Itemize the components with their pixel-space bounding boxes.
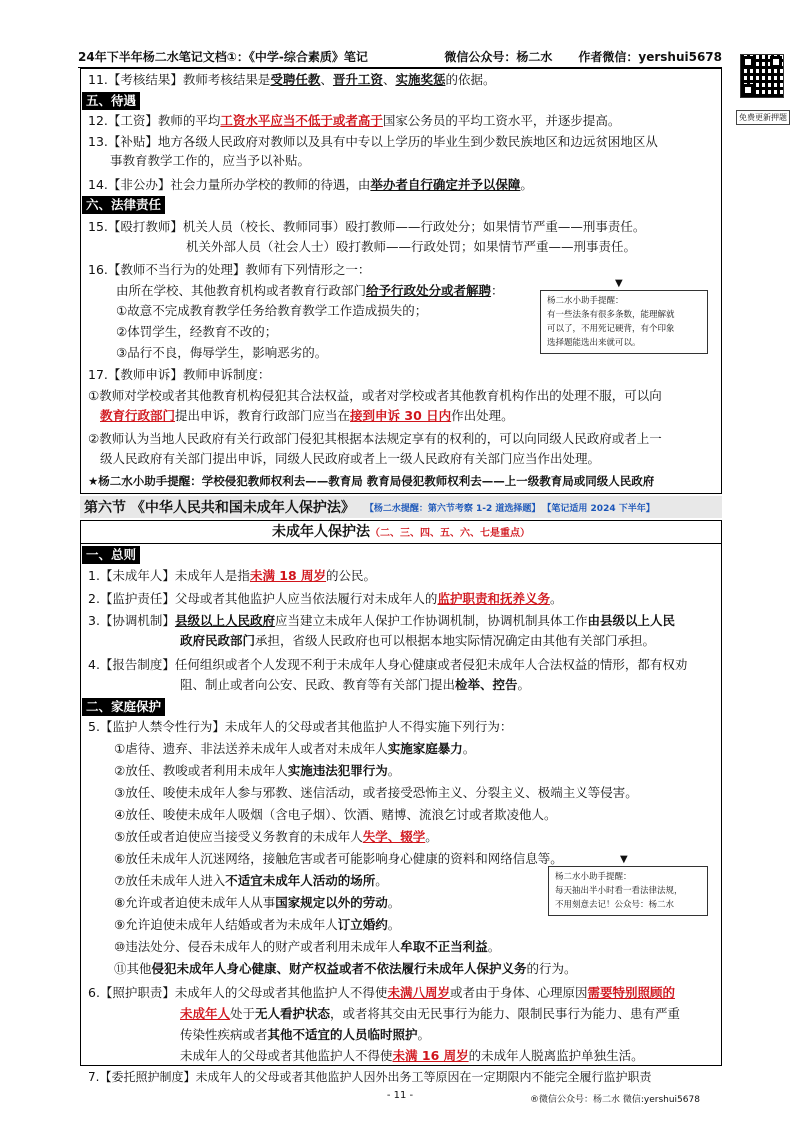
law-item-4: 4.【报告制度】任何组织或者个人发现不利于未成年人身心健康或者侵犯未成年人合法权益的情形，都有权劝 <box>88 657 688 672</box>
law-item-3: 3.【协调机制】县级以上人民政府应当建立未成年人保护工作协调机制，协调机制具体工作由县级以上人民 <box>88 613 675 628</box>
assistant-star-note: ★杨二水小助手提醒：学校侵犯教师权利去——教育局 教育局侵犯教师权利去——上一级教育局或同级人民政府 <box>88 474 655 488</box>
law-item-5-10: ⑩违法处分、侵吞未成年人的财产或者利用未成年人牟取不正当利益。 <box>114 939 501 954</box>
doc-title: 24年下半年杨二水笔记文档①：《中学-综合素质》笔记 <box>78 50 368 64</box>
item-16: 16.【教师不当行为的处理】教师有下列情形之一： <box>88 262 371 277</box>
law-item-6-cont2: 传染性疾病或者其他不适宜的人员临时照护。 <box>180 1027 431 1042</box>
footer-wechat: ®微信公众号：杨二水 微信:yershui5678 <box>530 1095 700 1105</box>
law-item-5-7: ⑦放任未成年人进入不适宜未成年人活动的场所。 <box>114 873 388 888</box>
law-item-5-5: ⑤放任或者迫使应当接受义务教育的未成年人失学、辍学。 <box>114 829 438 844</box>
section-six-tag-applicable: 【笔记适用 2024 下半年】 <box>542 503 655 514</box>
item-17-c: ②教师认为当地人民政府有关行政部门侵犯其根据本法规定享有的权利的，可以向同级人民政府或者上一 <box>88 431 662 446</box>
item-17-b: 教育行政部门提出申诉，教育行政部门应当在接到申诉 30 日内作出处理。 <box>100 408 514 423</box>
section-heading-family-protection: 二、家庭保护 <box>82 698 165 716</box>
item-15-cont: 机关外部人员（社会人士）殴打教师——行政处罚；如果情节严重——刑事责任。 <box>186 239 637 254</box>
law-item-5-1: ①虐待、遗弃、非法送养未成年人或者对未成年人实施家庭暴力。 <box>114 741 476 756</box>
qr-label: 免费更新押题 <box>736 110 790 125</box>
item-11: 11.【考核结果】教师考核结果是受聘任教、晋升工资、实施奖惩的依据。 <box>88 72 496 87</box>
law-item-5-8: ⑧允许或者迫使未成年人从事国家规定以外的劳动。 <box>114 895 401 910</box>
section-six-tag-exam: 【杨二水提醒：第六节考察 1-2 道选择题】 <box>364 503 541 514</box>
law-item-5-4: ④放任、唆使未成年人吸烟（含电子烟）、饮酒、赌博、流浪乞讨或者欺凌他人。 <box>114 807 557 822</box>
section-heading-legal-liability: 六、法律责任 <box>82 196 165 214</box>
law-item-5-11: ⑪其他侵犯未成年人身心健康、财产权益或者不依法履行未成年人保护义务的行为。 <box>114 961 577 976</box>
law-title: 未成年人保护法（二、三、四、五、六、七是重点） <box>80 520 722 544</box>
item-17-d: 级人民政府有关部门提出申诉，同级人民政府或者上一级人民政府有关部门应当作出处理。 <box>100 451 601 466</box>
section-heading-general: 一、总则 <box>82 546 140 564</box>
law-item-5-2: ②放任、教唆或者利用未成年人实施违法犯罪行为。 <box>114 763 401 778</box>
assistant-tip-box-2: 杨二水小助手提醒： 每天抽出半小时看一看法律法规， 不用刻意去记！公众号：杨二水 <box>548 866 708 916</box>
law-item-5-9: ⑨允许迫使未成年人结婚或者为未成年人订立婚约。 <box>114 917 401 932</box>
law-item-5-6: ⑥放任未成年人沉迷网络，接触危害或者可能影响身心健康的资料和网络信息等。 <box>114 851 563 866</box>
item-16-c: ②体罚学生，经教育不改的； <box>116 324 278 339</box>
law-item-4-cont: 阻、制止或者向公安、民政、教育等有关部门提出检举、控告。 <box>180 677 531 692</box>
item-16-a: 由所在学校、其他教育机构或者教育行政部门给予行政处分或者解聘： <box>116 283 504 298</box>
section-six-heading <box>80 496 722 518</box>
item-14: 14.【非公办】社会力量所办学校的教师的待遇，由举办者自行确定并予以保障。 <box>88 177 533 192</box>
law-item-6-cont3: 未成年人的父母或者其他监护人不得使未满 16 周岁的未成年人脱离监护单独生活。 <box>180 1048 644 1063</box>
law-item-1: 1.【未成年人】未成年人是指未满 18 周岁的公民。 <box>88 568 377 583</box>
law-item-2: 2.【监护责任】父母或者其他监护人应当依法履行对未成年人的监护职责和抚养义务。 <box>88 591 563 606</box>
law-item-5: 5.【监护人禁令性行为】未成年人的父母或者其他监护人不得实施下列行为： <box>88 719 513 734</box>
item-15: 15.【殴打教师】机关人员（校长、教师同事）殴打教师——行政处分；如果情节严重——刑事责任。 <box>88 219 646 234</box>
item-16-d: ③品行不良，侮辱学生，影响恶劣的。 <box>116 345 328 360</box>
item-13: 13.【补贴】地方各级人民政府对教师以及具有中专以上学历的毕业生到少数民族地区和边远贫困地区从 <box>88 134 658 149</box>
item-12: 12.【工资】教师的平均工资水平应当不低于或者高于国家公务员的平均工资水平，并逐步提高。 <box>88 113 621 128</box>
page-header <box>78 46 722 68</box>
law-item-7: 7.【委托照护制度】未成年人的父母或者其他监护人因外出务工等原因在一定期限内不能完全履行监护职责 <box>88 1070 652 1084</box>
tip-arrow-icon: ▼ <box>615 278 623 289</box>
tip-arrow-icon-2: ▼ <box>620 854 628 865</box>
law-item-3-cont: 政府民政部门承担，省级人民政府也可以根据本地实际情况确定由其他有关部门承担。 <box>180 633 656 648</box>
section-heading-benefits: 五、待遇 <box>82 92 140 110</box>
author-wechat-label: 作者微信：yershui5678 <box>578 50 722 64</box>
section-six-title: 第六节 《中华人民共和国未成年人保护法》 <box>84 500 355 516</box>
law-item-6-cont: 未成年人处于无人看护状态，或者将其交由无民事行为能力、限制民事行为能力、患有严重 <box>180 1006 681 1021</box>
item-17-a: ①教师对学校或者其他教育机构侵犯其合法权益，或者对学校或者其他教育机构作出的处理不服，可以向 <box>88 388 662 403</box>
item-16-b: ①故意不完成教育教学任务给教育教学工作造成损失的； <box>116 303 428 318</box>
law-item-6: 6.【照护职责】未成年人的父母或者其他监护人不得使未满八周岁或者由于身体、心理原因需要特别照顾的 <box>88 985 675 1000</box>
law-item-5-3: ③放任、唆使未成年人参与邪教、迷信活动，或者接受恐怖主义、分裂主义、极端主义等侵害。 <box>114 785 638 800</box>
qr-code-icon <box>740 54 784 98</box>
item-17: 17.【教师申诉】教师申诉制度： <box>88 367 271 382</box>
assistant-tip-box: 杨二水小助手提醒： 有一些法条有很多条数，能理解就 可以了，不用死记硬背，有个印象 选择题能选出来就可以。 <box>540 290 708 354</box>
page-number: - 11 - <box>386 1090 414 1101</box>
wechat-public-label: 微信公众号：杨二水 <box>444 50 553 64</box>
item-13-cont: 事教育教学工作的，应当予以补贴。 <box>110 153 311 168</box>
